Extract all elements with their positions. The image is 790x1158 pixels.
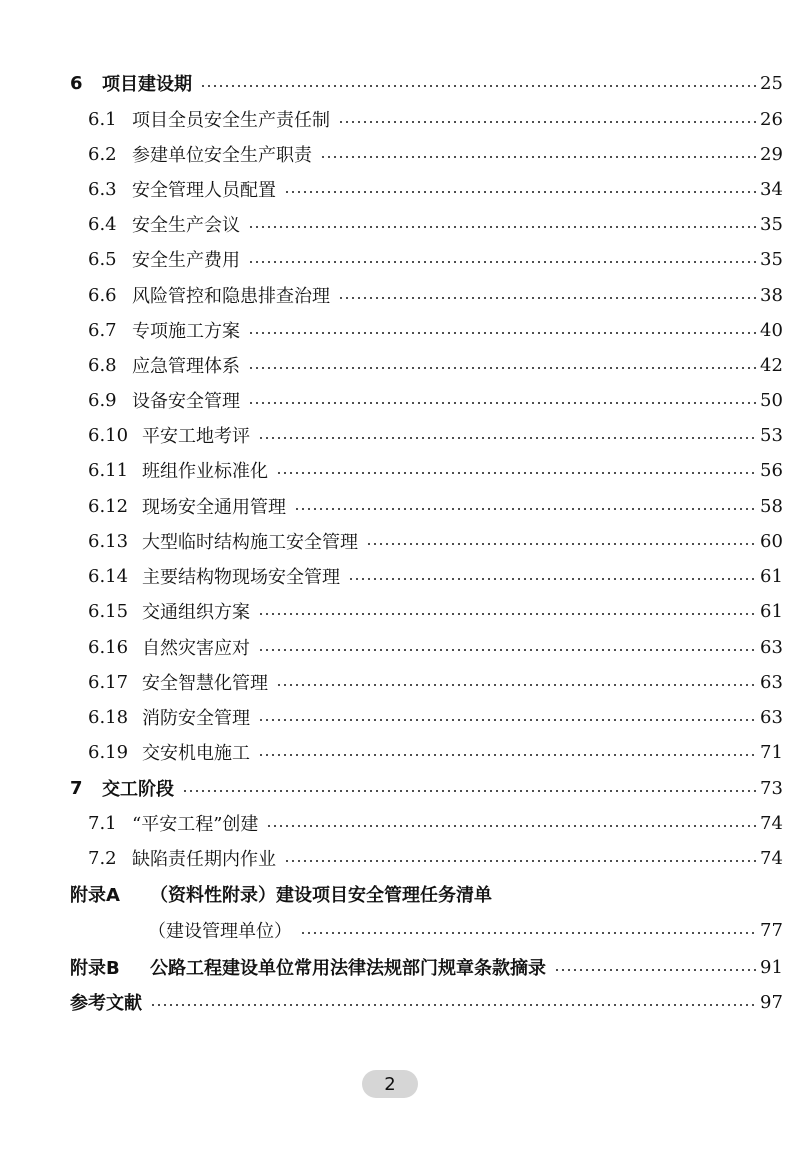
- item-title: 安全生产费用: [132, 250, 240, 271]
- item-number: 6.2: [88, 143, 117, 165]
- item-title: 自然灾害应对: [142, 638, 250, 659]
- page-ref: 77: [760, 919, 783, 941]
- page-ref: 61: [760, 600, 783, 622]
- dot-leader: [294, 508, 756, 510]
- item-number: 6.15: [88, 600, 129, 622]
- item-number: 6.19: [88, 741, 129, 763]
- item-number: 6.18: [88, 706, 129, 728]
- dot-leader: [258, 437, 756, 439]
- item-title: 安全管理人员配置: [132, 180, 276, 201]
- page-ref: 74: [760, 812, 783, 834]
- page-ref: 50: [760, 389, 783, 411]
- item-number: 6.13: [88, 530, 129, 552]
- toc-item-6-15: [0, 596, 790, 626]
- dot-leader: [258, 613, 756, 615]
- chapter-number: 6: [70, 72, 83, 94]
- item-title: 交通组织方案: [142, 602, 250, 623]
- item-number: 6.5: [88, 248, 117, 270]
- toc-appendix-b: [0, 952, 790, 982]
- appendix-title-line1: （资料性附录）建设项目安全管理任务清单: [150, 885, 492, 906]
- page-ref: 56: [760, 459, 783, 481]
- chapter-title: 项目建设期: [102, 74, 192, 95]
- page-ref: 35: [760, 248, 783, 270]
- toc-item-6-17: [0, 667, 790, 697]
- page-ref: 26: [760, 108, 783, 130]
- page-ref: 61: [760, 565, 783, 587]
- dot-leader: [248, 402, 756, 404]
- item-number: 6.4: [88, 213, 117, 235]
- toc-item-6-13: [0, 526, 790, 556]
- toc-item-7-2: [0, 843, 790, 873]
- page-ref: 25: [760, 72, 783, 94]
- item-title: 项目全员安全生产责任制: [132, 110, 330, 131]
- dot-leader: [248, 261, 756, 263]
- toc-item-6-5: [0, 244, 790, 274]
- item-number: 6.1: [88, 108, 117, 130]
- toc-item-6-16: [0, 632, 790, 662]
- dot-leader: [276, 472, 756, 474]
- references-title: 参考文献: [70, 993, 142, 1014]
- toc-item-6-3: [0, 174, 790, 204]
- dot-leader: [366, 543, 756, 545]
- appendix-title: 公路工程建设单位常用法律法规部门规章条款摘录: [150, 958, 546, 979]
- item-title: “平安工程”创建: [132, 814, 259, 835]
- dot-leader: [338, 121, 756, 123]
- item-number: 6.14: [88, 565, 129, 587]
- toc-item-6-19: [0, 737, 790, 767]
- appendix-label: 附录B: [70, 958, 120, 979]
- appendix-title-line2: （建设管理单位）: [148, 921, 292, 942]
- toc-item-7-1: [0, 808, 790, 838]
- dot-leader: [248, 367, 756, 369]
- item-number: 6.9: [88, 389, 117, 411]
- item-number: 6.7: [88, 319, 117, 341]
- toc-item-6-9: [0, 385, 790, 415]
- item-number: 6.11: [88, 459, 129, 481]
- page-ref: 63: [760, 636, 783, 658]
- item-title: 主要结构物现场安全管理: [142, 567, 340, 588]
- item-title: 应急管理体系: [132, 356, 240, 377]
- page-ref: 40: [760, 319, 783, 341]
- dot-leader: [338, 297, 756, 299]
- dot-leader: [258, 719, 756, 721]
- page-ref: 53: [760, 424, 783, 446]
- toc-item-6-18: [0, 702, 790, 732]
- item-title: 交安机电施工: [142, 743, 250, 764]
- dot-leader: [248, 332, 756, 334]
- page-ref: 73: [760, 777, 783, 799]
- dot-leader: [320, 156, 756, 158]
- dot-leader: [348, 578, 756, 580]
- dot-leader: [258, 754, 756, 756]
- page-ref: 35: [760, 213, 783, 235]
- toc-item-6-11: [0, 455, 790, 485]
- page-ref: 58: [760, 495, 783, 517]
- page-number-badge: 2: [362, 1070, 418, 1098]
- item-number: 6.8: [88, 354, 117, 376]
- item-number: 7.2: [88, 847, 117, 869]
- item-title: 缺陷责任期内作业: [132, 849, 276, 870]
- item-number: 6.17: [88, 671, 129, 693]
- page-ref: 63: [760, 706, 783, 728]
- toc-item-6-6: [0, 280, 790, 310]
- toc-chapter-6: [0, 68, 790, 98]
- item-title: 专项施工方案: [132, 321, 240, 342]
- dot-leader: [150, 1004, 756, 1006]
- chapter-number: 7: [70, 777, 83, 799]
- item-title: 安全智慧化管理: [142, 673, 268, 694]
- toc-item-6-12: [0, 491, 790, 521]
- toc-item-6-8: [0, 350, 790, 380]
- item-number: 6.6: [88, 284, 117, 306]
- item-title: 消防安全管理: [142, 708, 250, 729]
- toc-item-6-1: [0, 104, 790, 134]
- toc-references: [0, 987, 790, 1017]
- page-ref: 63: [760, 671, 783, 693]
- page-ref: 60: [760, 530, 783, 552]
- chapter-title: 交工阶段: [102, 779, 174, 800]
- dot-leader: [284, 191, 756, 193]
- toc-item-6-10: [0, 420, 790, 450]
- page-ref: 42: [760, 354, 783, 376]
- toc-item-6-2: [0, 139, 790, 169]
- item-title: 设备安全管理: [132, 391, 240, 412]
- item-title: 班组作业标准化: [142, 461, 268, 482]
- dot-leader: [284, 860, 756, 862]
- toc-item-6-14: [0, 561, 790, 591]
- item-number: 7.1: [88, 812, 117, 834]
- dot-leader: [554, 969, 756, 971]
- dot-leader: [258, 649, 756, 651]
- page-ref: 97: [760, 991, 783, 1013]
- item-title: 风险管控和隐患排查治理: [132, 286, 330, 307]
- toc-chapter-7: [0, 773, 790, 803]
- page-ref: 91: [760, 956, 783, 978]
- page-ref: 34: [760, 178, 783, 200]
- dot-leader: [300, 932, 756, 934]
- toc-appendix-a: [0, 879, 790, 909]
- appendix-label: 附录A: [70, 885, 120, 906]
- dot-leader: [266, 825, 756, 827]
- dot-leader: [248, 226, 756, 228]
- dot-leader: [276, 684, 756, 686]
- item-title: 大型临时结构施工安全管理: [142, 532, 358, 553]
- dot-leader: [182, 790, 756, 792]
- toc-appendix-a-cont: [0, 915, 790, 945]
- page-ref: 29: [760, 143, 783, 165]
- item-title: 参建单位安全生产职责: [132, 145, 312, 166]
- item-title: 安全生产会议: [132, 215, 240, 236]
- item-title: 现场安全通用管理: [142, 497, 286, 518]
- item-number: 6.16: [88, 636, 129, 658]
- item-number: 6.12: [88, 495, 129, 517]
- item-title: 平安工地考评: [142, 426, 250, 447]
- page-ref: 74: [760, 847, 783, 869]
- toc-item-6-4: [0, 209, 790, 239]
- item-number: 6.3: [88, 178, 117, 200]
- dot-leader: [200, 85, 756, 87]
- page-ref: 38: [760, 284, 783, 306]
- item-number: 6.10: [88, 424, 129, 446]
- toc-item-6-7: [0, 315, 790, 345]
- page-ref: 71: [760, 741, 783, 763]
